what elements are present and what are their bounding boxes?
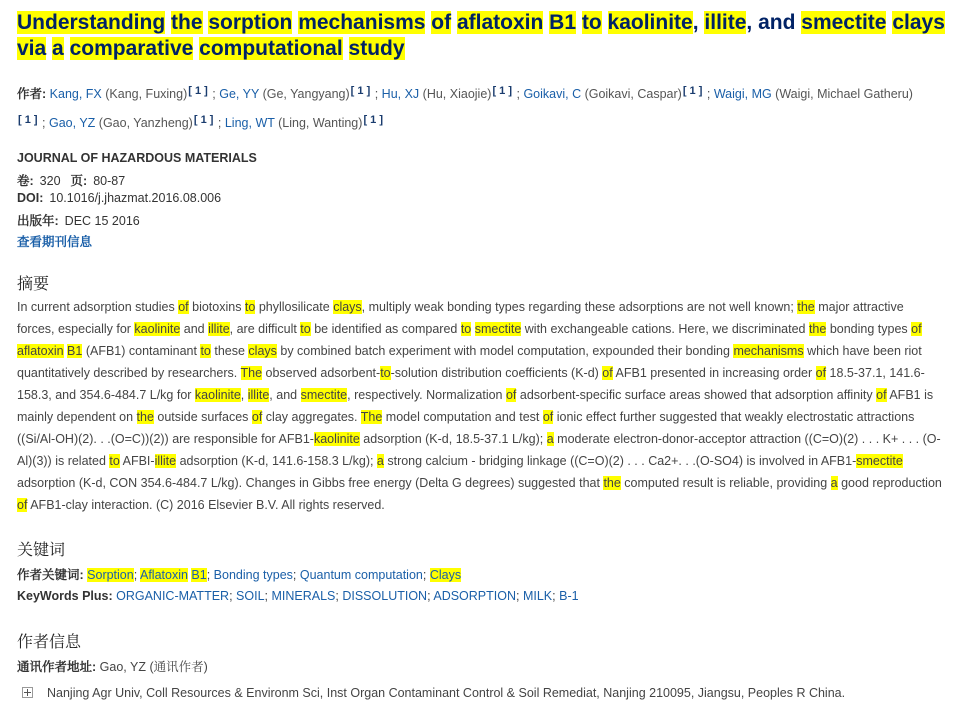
author-keyword-highlight: Aflatoxin	[139, 568, 188, 582]
abstract-text-highlight: kaolinite	[313, 432, 360, 446]
author-affiliation-ref[interactable]: [ 1 ]	[188, 85, 208, 97]
abstract-text-highlight: of	[911, 322, 922, 336]
article-title-highlight: a	[52, 37, 64, 60]
abstract-text-highlight: to	[380, 366, 391, 380]
corresponding-label: 通讯作者地址:	[17, 660, 97, 674]
author-link[interactable]: Gao, YZ	[49, 116, 96, 130]
abstract-text-highlight: of	[876, 388, 887, 402]
article-title-highlight: kaolinite	[607, 11, 693, 34]
article-title-highlight: B1	[549, 11, 577, 34]
volume-value: 320	[39, 174, 61, 188]
author-keywords-label: 作者关键词:	[17, 568, 84, 582]
author-link[interactable]: Kang, FX	[49, 87, 102, 101]
article-title-highlight: of	[431, 11, 452, 34]
author-keyword-highlight: Clays	[429, 568, 462, 582]
abstract-text-highlight: smectite	[300, 388, 348, 402]
abstract-text-highlight: the	[136, 410, 154, 424]
author-keyword-link[interactable]	[430, 568, 461, 582]
abstract-text-highlight: to	[200, 344, 211, 358]
abstract-text-highlight: the	[797, 300, 815, 314]
abstract-text-highlight: kaolinite	[194, 388, 241, 402]
author-link[interactable]: Ling, WT	[224, 116, 275, 130]
abstract-text-highlight: smectite	[856, 454, 903, 468]
journal-info-link[interactable]: 查看期刊信息	[17, 235, 93, 249]
abstract-text-highlight: The	[360, 410, 383, 424]
pubdate-value: DEC 15 2016	[64, 214, 140, 228]
article-title-highlight: sorption	[208, 11, 293, 34]
abstract-text: In current adsorption studies of biotoxins to phyllosilicate clays, multiply weak bonding types regarding these adsorptions are not well known; the major attractive forces, especially for kaolinite and illite, are difficult to be identified as compared to smectite with exchangeable cations. Here, we discriminated the bonding types of aflatoxin B1 (AFB1) contaminant to these clays by combined batch experiment with model computation, expounded their bonding mechanisms which have been riot quantitatively described by researchers. The observed adsorbent-to-solution distribution coefficients (K-d) of AFB1 presented in increasing order of 18.5-37.1, 141.6-158.3, and 354.6-484.7 L/kg for kaolinite, illite, and smectite, respectively. Normalization of adsorbent-specific surface areas showed that adsorption affinity of AFB1 is mainly dependent on the outside surfaces of clay aggregates. The model computation and test of ionic effect further suggested that weakly electrostatic attractions ((Si/Al-OH)(2). . .(O=C))(2)) are responsible for AFB1-kaolinite adsorption (K-d, 18.5-37.1 L/kg); a moderate electron-donor-acceptor attraction ((C=O)(2) . . . K+ . . . (O-Al)(3)) is related to AFBI-illite adsorption (K-d, 141.6-158.3 L/kg); a strong calcium - bridging linkage ((C=O)(2) . . . Ca2+. . .(O-SO4) is involved in AFB1-smectite adsorption (K-d, CON 354.6-484.7 L/kg). Changes in Gibbs free energy (Delta G degrees) suggested that the computed result is reliable, providing a good reproduction of AFB1-clay interaction. (C) 2016 Elsevier B.V. All rights reserved.	[17, 300, 942, 512]
keyword-plus-link[interactable]: ADSORPTION	[433, 589, 517, 603]
abstract-text-highlight: a	[546, 432, 554, 446]
doi-row	[17, 191, 221, 205]
author-keyword-highlight: B1	[191, 568, 207, 582]
abstract-text-highlight: to	[109, 454, 120, 468]
expand-plus-icon[interactable]	[22, 687, 33, 698]
author-keyword-highlight: Sorption	[87, 568, 134, 582]
abstract-text-highlight: clays	[333, 300, 362, 314]
journal-name: JOURNAL OF HAZARDOUS MATERIALS	[17, 151, 257, 165]
authors-label: 作者:	[17, 87, 47, 101]
abstract-text-highlight: to	[460, 322, 472, 336]
abstract-text-highlight: to	[300, 322, 311, 336]
volume-label: 卷:	[17, 174, 34, 188]
article-title-highlight: via	[17, 37, 47, 60]
volume-pages-row	[17, 171, 125, 189]
abstract-text-highlight: kaolinite	[134, 322, 181, 336]
article-title-highlight: study	[348, 37, 405, 60]
abstract-text-highlight: mechanisms	[733, 344, 804, 358]
author-link[interactable]: Hu, XJ	[381, 87, 420, 101]
abstract-text-highlight: to	[244, 300, 256, 314]
abstract-text-highlight: of	[602, 366, 613, 380]
author-link[interactable]: Waigi, MG	[713, 87, 772, 101]
affiliation-text: Nanjing Agr Univ, Coll Resources & Environm Sci, Inst Organ Contaminant Control & Soil Remediat, Nanjing 210095, Jiangsu, Peoples R China.	[47, 686, 846, 700]
abstract-text-highlight: illite	[247, 388, 270, 402]
pages-value: 80-87	[93, 174, 126, 188]
author-link[interactable]: Goikavi, C	[523, 87, 582, 101]
article-title-highlight: comparative	[69, 37, 194, 60]
abstract-text-highlight: illite	[208, 322, 230, 336]
abstract-text-highlight: aflatoxin	[17, 344, 64, 358]
author-affiliation-ref[interactable]: [ 1 ]	[363, 114, 383, 126]
authors-list: 作者: Kang, FX (Kang, Fuxing)[ 1 ] ; Ge, YY (Ge, Yangyang)[ 1 ] ; Hu, XJ (Hu, Xiaojie)[ 1 ] ; Goikavi, C (Goikavi, Caspar)[ 1 ] ; Waigi, MG (Waigi, Michael Gatheru)[ 1 ] ; Gao, YZ (Gao, Yanzheng)[ 1 ] ; Ling, WT (Ling, Wanting)[ 1 ]	[17, 85, 913, 130]
abstract-text-highlight: of	[178, 300, 189, 314]
author-affiliation-ref[interactable]: [ 1 ]	[492, 85, 512, 97]
article-title-highlight: the	[171, 11, 203, 34]
abstract-text-highlight: the	[603, 476, 621, 490]
author-keyword-link[interactable]: Bonding types	[213, 568, 293, 582]
keywords-plus-label: KeyWords Plus:	[17, 589, 113, 603]
author-keyword-link[interactable]: Quantum computation	[299, 568, 423, 582]
corresponding-address-row	[17, 657, 208, 675]
author-affiliation-ref[interactable]: [ 1 ]	[682, 85, 703, 97]
doi-label: DOI:	[17, 191, 44, 205]
article-title-highlight: computational	[199, 37, 343, 60]
abstract-text-highlight: illite	[154, 454, 177, 468]
author-affiliation-ref[interactable]: [ 1 ]	[350, 85, 371, 97]
abstract-text-highlight: of	[542, 410, 554, 424]
article-title-highlight: illite	[704, 11, 747, 34]
author-keywords-row: 作者关键词: Sorption; Aflatoxin B1; Bonding types; Quantum computation; Clays	[17, 568, 462, 582]
affiliation-row	[22, 686, 845, 700]
article-title-highlight: clays	[892, 11, 945, 34]
abstract-text-highlight: the	[808, 322, 827, 336]
author-info-heading: 作者信息	[17, 634, 82, 651]
article-title-highlight: mechanisms	[298, 11, 426, 34]
article-title-highlight: smectite	[801, 11, 887, 34]
abstract-text-highlight: B1	[67, 344, 83, 358]
abstract-text-highlight: of	[251, 410, 263, 424]
author-affiliation-ref[interactable]: [ 1 ]	[193, 114, 214, 126]
author-keyword-link[interactable]	[140, 568, 207, 582]
keyword-plus-link[interactable]: MINERALS	[271, 589, 336, 603]
abstract-text-highlight: of	[17, 498, 28, 512]
article-title-highlight: to	[581, 11, 602, 34]
keyword-plus-link[interactable]: MILK	[522, 589, 553, 603]
author-affiliation-ref[interactable]: [ 1 ]	[18, 114, 38, 126]
abstract-text-highlight: of	[505, 388, 517, 402]
abstract-text-highlight: of	[815, 366, 827, 380]
author-keyword-link[interactable]	[87, 568, 134, 582]
keyword-plus-link[interactable]: SOIL	[236, 589, 265, 603]
pubdate-label: 出版年:	[17, 214, 59, 228]
abstract-text-highlight: a	[830, 476, 838, 490]
article-title-highlight: Understanding	[17, 11, 166, 34]
doi-value: 10.1016/j.jhazmat.2016.08.006	[49, 191, 222, 205]
abstract-text-highlight: clays	[248, 344, 277, 358]
pages-label: 页:	[70, 174, 88, 188]
abstract-text-highlight: a	[376, 454, 384, 468]
keywords-heading: 关键词	[17, 542, 66, 559]
pubdate-row	[17, 211, 140, 229]
abstract-heading: 摘要	[17, 276, 50, 293]
keyword-plus-link[interactable]: B-1	[559, 589, 579, 603]
article-title: Understanding the sorption mechanisms of aflatoxin B1 to kaolinite, illite, and smectite clays via a comparative computational study	[17, 11, 945, 60]
keywords-plus-row: KeyWords Plus: ORGANIC-MATTER; SOIL; MINERALS; DISSOLUTION; ADSORPTION; MILK; B-1	[17, 589, 579, 603]
abstract-text-highlight: smectite	[474, 322, 522, 336]
author-link[interactable]: Ge, YY	[219, 87, 260, 101]
abstract-text-highlight: The	[240, 366, 263, 380]
corresponding-author: Gao, YZ (通讯作者)	[99, 660, 208, 674]
keyword-plus-link[interactable]: ORGANIC-MATTER	[116, 589, 230, 603]
article-title-highlight: aflatoxin	[456, 11, 544, 34]
keyword-plus-link[interactable]: DISSOLUTION	[342, 589, 428, 603]
